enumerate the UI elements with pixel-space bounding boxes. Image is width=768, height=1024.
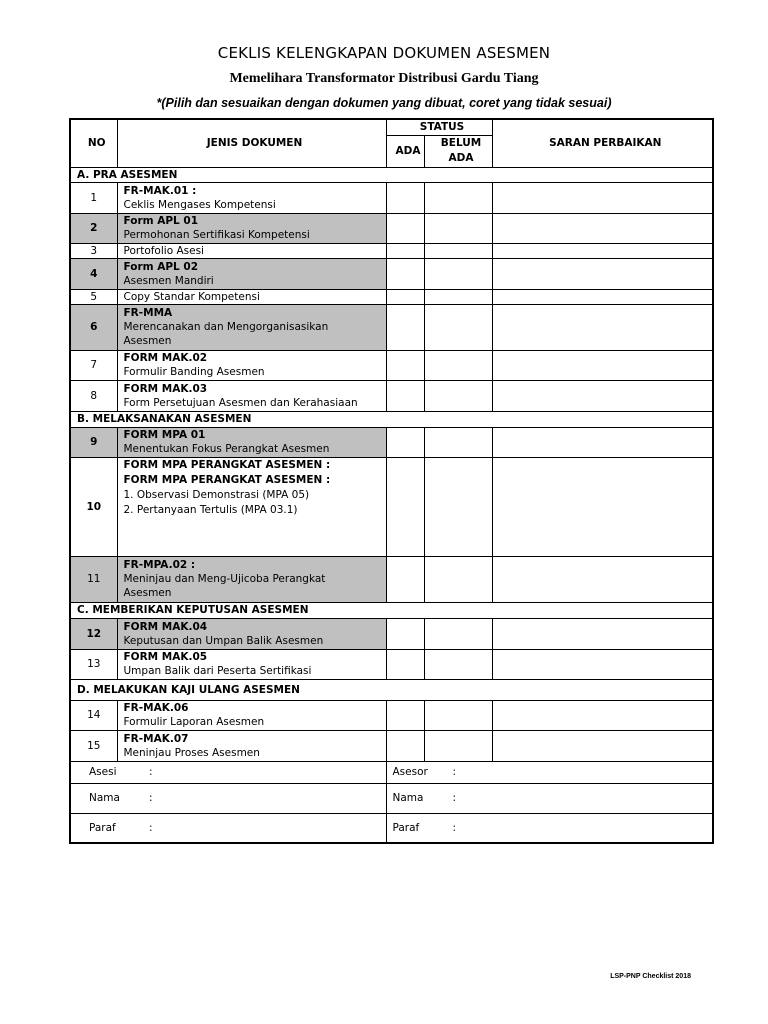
signature-asesi-paraf[interactable]: Paraf : bbox=[70, 813, 386, 843]
ada-cell[interactable] bbox=[386, 213, 424, 243]
ada-cell[interactable] bbox=[386, 380, 424, 411]
ada-cell[interactable] bbox=[386, 556, 424, 602]
header-ada: ADA bbox=[386, 135, 424, 167]
saran-cell[interactable] bbox=[492, 556, 713, 602]
header-no: NO bbox=[70, 119, 117, 167]
ada-cell[interactable] bbox=[386, 457, 424, 556]
table-row: 9 FORM MPA 01 Menentukan Fokus Perangkat Asesmen bbox=[70, 427, 713, 457]
header-jenis-dokumen: JENIS DOKUMEN bbox=[117, 119, 386, 167]
saran-cell[interactable] bbox=[492, 213, 713, 243]
signature-asesor-nama[interactable]: Nama : bbox=[386, 783, 713, 813]
belum-ada-cell[interactable] bbox=[424, 258, 492, 289]
saran-cell[interactable] bbox=[492, 618, 713, 649]
signature-asesor-paraf[interactable]: Paraf : bbox=[386, 813, 713, 843]
table-row: 2 Form APL 01 Permohonan Sertifikasi Kompetensi bbox=[70, 213, 713, 243]
belum-ada-cell[interactable] bbox=[424, 213, 492, 243]
section-memberikan-keputusan: C. MEMBERIKAN KEPUTUSAN ASESMEN bbox=[70, 602, 713, 618]
ada-cell[interactable] bbox=[386, 649, 424, 679]
saran-cell[interactable] bbox=[492, 304, 713, 350]
belum-ada-cell[interactable] bbox=[424, 427, 492, 457]
section-melaksanakan-asesmen: B. MELAKSANAKAN ASESMEN bbox=[70, 411, 713, 427]
saran-cell[interactable] bbox=[492, 427, 713, 457]
ada-cell[interactable] bbox=[386, 243, 424, 258]
belum-ada-cell[interactable] bbox=[424, 556, 492, 602]
ada-cell[interactable] bbox=[386, 730, 424, 761]
belum-ada-cell[interactable] bbox=[424, 289, 492, 304]
table-row: 7 FORM MAK.02 Formulir Banding Asesmen bbox=[70, 350, 713, 380]
saran-cell[interactable] bbox=[492, 243, 713, 258]
table-row: 6 FR-MMA Merencanakan dan Mengorganisasikan Asesmen bbox=[70, 304, 713, 350]
signature-asesi-nama[interactable]: Nama : bbox=[70, 783, 386, 813]
table-row: 3 Portofolio Asesi bbox=[70, 243, 713, 258]
signature-asesor[interactable]: Asesor : bbox=[386, 761, 713, 783]
saran-cell[interactable] bbox=[492, 258, 713, 289]
saran-cell[interactable] bbox=[492, 649, 713, 679]
document-subtitle: Memelihara Transformator Distribusi Gardu Tiang bbox=[229, 71, 539, 86]
ada-cell[interactable] bbox=[386, 304, 424, 350]
section-kaji-ulang: D. MELAKUKAN KAJI ULANG ASESMEN bbox=[70, 679, 713, 700]
belum-ada-cell[interactable] bbox=[424, 304, 492, 350]
saran-cell[interactable] bbox=[492, 730, 713, 761]
belum-ada-cell[interactable] bbox=[424, 649, 492, 679]
ada-cell[interactable] bbox=[386, 289, 424, 304]
ada-cell[interactable] bbox=[386, 350, 424, 380]
table-row: 4 Form APL 02 Asesmen Mandiri bbox=[70, 258, 713, 289]
belum-ada-cell[interactable] bbox=[424, 182, 492, 213]
instruction-note: *(Pilih dan sesuaikan dengan dokumen yang dibuat, coret yang tidak sesuai) bbox=[156, 96, 612, 110]
saran-cell[interactable] bbox=[492, 182, 713, 213]
belum-ada-cell[interactable] bbox=[424, 618, 492, 649]
belum-ada-cell[interactable] bbox=[424, 380, 492, 411]
ada-cell[interactable] bbox=[386, 258, 424, 289]
table-row: 11 FR-MPA.02 : Meninjau dan Meng-Ujicoba Perangkat Asesmen bbox=[70, 556, 713, 602]
saran-cell[interactable] bbox=[492, 700, 713, 730]
belum-ada-cell[interactable] bbox=[424, 350, 492, 380]
saran-cell[interactable] bbox=[492, 350, 713, 380]
table-row: 8 FORM MAK.03 Form Persetujuan Asesmen dan Kerahasiaan bbox=[70, 380, 713, 411]
belum-ada-cell[interactable] bbox=[424, 243, 492, 258]
ada-cell[interactable] bbox=[386, 182, 424, 213]
header-belum-ada: BELUM ADA bbox=[424, 135, 492, 167]
signature-asesi[interactable]: Asesi : bbox=[70, 761, 386, 783]
belum-ada-cell[interactable] bbox=[424, 730, 492, 761]
document-title: CEKLIS KELENGKAPAN DOKUMEN ASESMEN bbox=[217, 44, 551, 62]
footer-label: LSP-PNP Checklist 2018 bbox=[610, 973, 691, 980]
table-row: 10 FORM MPA PERANGKAT ASESMEN : FORM MPA PERANGKAT ASESMEN : 1. Observasi Demonstrasi (MPA 05) 2. Pertanyaan Tertulis (MPA 03.1) bbox=[70, 457, 713, 556]
checklist-table bbox=[69, 118, 714, 844]
saran-cell[interactable] bbox=[492, 380, 713, 411]
belum-ada-cell[interactable] bbox=[424, 700, 492, 730]
ada-cell[interactable] bbox=[386, 618, 424, 649]
saran-cell[interactable] bbox=[492, 289, 713, 304]
table-row: 13 FORM MAK.05 Umpan Balik dari Peserta Sertifikasi bbox=[70, 649, 713, 679]
ada-cell[interactable] bbox=[386, 700, 424, 730]
ada-cell[interactable] bbox=[386, 427, 424, 457]
saran-cell[interactable] bbox=[492, 457, 713, 556]
table-row: 1 FR-MAK.01 : Ceklis Mengases Kompetensi bbox=[70, 182, 713, 213]
belum-ada-cell[interactable] bbox=[424, 457, 492, 556]
table-row: 14 FR-MAK.06 Formulir Laporan Asesmen bbox=[70, 700, 713, 730]
table-row: 15 FR-MAK.07 Meninjau Proses Asesmen bbox=[70, 730, 713, 761]
table-row: 5 Copy Standar Kompetensi bbox=[70, 289, 713, 304]
section-pra-asesmen: A. PRA ASESMEN bbox=[70, 167, 713, 182]
header-saran-perbaikan: SARAN PERBAIKAN bbox=[492, 119, 713, 167]
header-status: STATUS bbox=[386, 119, 492, 135]
table-row: 12 FORM MAK.04 Keputusan dan Umpan Balik Asesmen bbox=[70, 618, 713, 649]
